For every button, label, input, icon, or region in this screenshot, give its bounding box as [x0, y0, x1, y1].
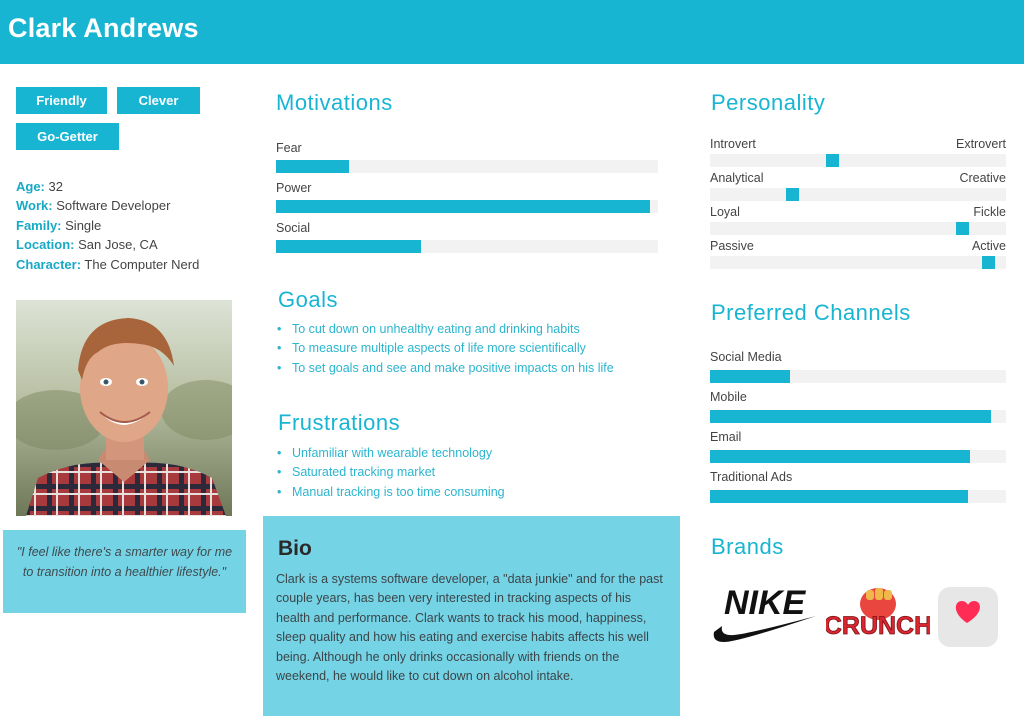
- bio-text: Clark is a systems software developer, a "data junkie" and for the past couple years, has been very interested in tracking aspects of his health and performance. Clark wants to track his mood, happiness, sleep quality and how his eating and exercise habits affects his well being. Although he only drinks occasionally with friends on the weekend, he would like to cut down on alcohol intake.: [276, 572, 663, 684]
- channel-fill: [710, 490, 968, 503]
- trait-track: [710, 188, 1006, 201]
- trait-left-label: Loyal: [710, 205, 740, 219]
- persona-name: Clark Andrews: [8, 13, 199, 43]
- channel-label: Social Media: [710, 350, 782, 364]
- motivation-label: Social: [276, 221, 311, 235]
- channel-track: [710, 370, 1006, 383]
- motivation-fill: [276, 200, 650, 213]
- trait-marker: [956, 222, 969, 235]
- trait-marker: [982, 256, 995, 269]
- channel-label: Traditional Ads: [710, 470, 793, 484]
- nike-logo: [708, 580, 820, 646]
- trait-left-label: Analytical: [710, 171, 764, 185]
- bio-panel: [263, 516, 680, 716]
- channel-label: Email: [710, 430, 742, 444]
- channel-fill: [710, 370, 790, 383]
- tag-clever: Clever: [117, 87, 200, 114]
- trait-right-label: Fickle: [973, 205, 1006, 219]
- motivation-fill: [276, 160, 349, 173]
- trait-track: [710, 222, 1006, 235]
- nike-wordmark: NIKE: [724, 584, 806, 622]
- goal-item: • To cut down on unhealthy eating and drinking habits: [277, 320, 614, 339]
- motivation-track: [276, 240, 658, 253]
- goals-title: Goals: [278, 287, 338, 312]
- motivation-track: [276, 160, 658, 173]
- motivation-label: Fear: [276, 141, 302, 155]
- personality-title: Personality: [711, 90, 826, 115]
- frustration-item: • Manual tracking is too time consuming: [277, 483, 505, 502]
- channel-fill: [710, 410, 991, 423]
- frustrations-title: Frustrations: [278, 410, 401, 435]
- header-bar: [0, 0, 1024, 64]
- channel-track: [710, 410, 1006, 423]
- goals-list: [277, 320, 614, 378]
- quote-panel: [3, 530, 246, 613]
- frustration-item: • Saturated tracking market: [277, 463, 505, 482]
- trait-right-label: Extrovert: [955, 137, 1006, 151]
- trait-track: [710, 154, 1006, 167]
- trait-left-label: Passive: [710, 239, 754, 253]
- info-family: Family: Single: [16, 217, 102, 233]
- frustration-item: • Unfamiliar with wearable technology: [277, 444, 505, 463]
- crunch-wordmark: CRUNCH: [826, 612, 930, 640]
- channel-track: [710, 490, 1006, 503]
- tag-friendly: Friendly: [16, 87, 107, 114]
- crunch-logo: [826, 584, 930, 650]
- motivation-fill: [276, 240, 421, 253]
- info-work: Work: Software Developer: [16, 198, 171, 214]
- persona-info: [16, 177, 246, 274]
- channel-track: [710, 450, 1006, 463]
- info-character: Character: The Computer Nerd: [16, 256, 200, 272]
- heart-icon: [938, 587, 998, 647]
- trait-right-label: Active: [971, 239, 1006, 253]
- tag-go-getter: Go-Getter: [16, 123, 119, 150]
- brands-title: Brands: [711, 534, 784, 559]
- persona-photo: [16, 300, 232, 516]
- trait-marker: [786, 188, 799, 201]
- trait-left-label: Introvert: [710, 137, 756, 151]
- channel-label: Mobile: [710, 390, 747, 404]
- motivations-title: Motivations: [276, 90, 393, 115]
- motivation-track: [276, 200, 658, 213]
- motivation-label: Power: [276, 181, 312, 195]
- persona-quote: "I feel like there's a smarter way for me to transition into a healthier lifestyle.": [16, 545, 233, 579]
- goal-item: • To measure multiple aspects of life more scientifically: [277, 339, 614, 358]
- channel-fill: [710, 450, 970, 463]
- trait-track: [710, 256, 1006, 269]
- info-location: Location: San Jose, CA: [16, 237, 158, 253]
- trait-right-label: Creative: [959, 171, 1006, 185]
- goal-item: • To set goals and see and make positive impacts on his life: [277, 359, 614, 378]
- bio-title: Bio: [278, 537, 312, 560]
- info-age: Age: 32: [16, 179, 63, 194]
- trait-marker: [826, 154, 839, 167]
- channels-title: Preferred Channels: [711, 300, 911, 325]
- frustrations-list: [277, 444, 505, 502]
- apple-health-logo: [938, 587, 998, 647]
